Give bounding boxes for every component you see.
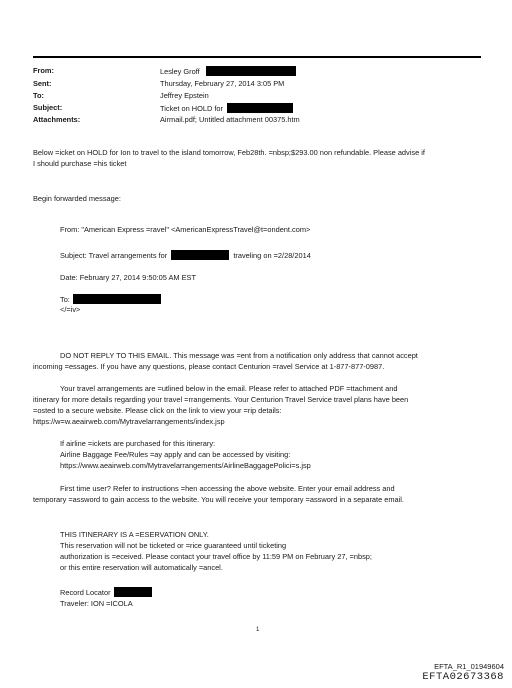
fwd-subject	[60, 250, 311, 261]
fwd-to-label: To:	[60, 295, 70, 304]
traveler: Traveler: ION =ICOLA	[60, 599, 133, 608]
p3-link[interactable]: https://www.aeairweb.com/Mytravelarrangements/AirlineBaggagePolici=s.jsp	[60, 461, 311, 470]
p2-link[interactable]: https://w=w.aeairweb.com/Mytravelarrangements/index.jsp	[33, 417, 225, 426]
fwd-date: Date: February 27, 2014 9:50:05 AM EST	[60, 273, 196, 282]
record-locator	[60, 587, 152, 598]
redaction-bar	[227, 103, 293, 113]
fwd-from: From: "American Express =ravel" <AmericanExpressTravel@t=ondent.com>	[60, 225, 311, 234]
fwd-div-close: </=iv>	[60, 305, 81, 314]
redaction-bar	[171, 250, 229, 260]
to-value: Jeffrey Epstein	[160, 91, 209, 100]
from-name: Lesley Groff	[160, 67, 200, 76]
efta-ref-2: EFTA02673368	[422, 671, 504, 683]
fwd-to	[60, 294, 161, 305]
p1-line-2: incoming =essages. If you have any questions, please contact Centurion =ravel Service at 1-877-877-0987.	[33, 362, 385, 371]
p5-line-1: THIS ITINERARY IS A =ESERVATION ONLY.	[60, 530, 209, 539]
p4-line-2: temporary =assword to gain access to the website. You will receive your temporary =assword in a separate email.	[33, 495, 404, 504]
p5-line-3: authorization is =eceived. Please contact your travel office by 11:59 PM on February 27, =nbsp;	[60, 552, 372, 561]
subject-value	[160, 103, 293, 114]
p2-line-2: itinerary for more details regarding your travel =rrangements. Your Centurion Travel Service travel plans have been	[33, 395, 409, 404]
redaction-bar	[206, 66, 296, 76]
fwd-subject-suffix: traveling on =2/28/2014	[233, 251, 311, 260]
p1-line-1: DO NOT REPLY TO THIS EMAIL. This message was =ent from a notification only address that cannot accept	[60, 351, 418, 360]
p4-line-1: First time user? Refer to instructions =hen accessing the above website. Enter your email address and	[60, 484, 395, 493]
header-rule	[33, 56, 481, 58]
p5-line-2: This reservation will not be ticketed or =rice guaranteed until ticketing	[60, 541, 287, 550]
intro-line-1: Below =icket on HOLD for Ion to travel to the island tomorrow, Feb28th. =nbsp;$293.00 non refundable. Please advise if	[33, 148, 425, 157]
subject-label: Subject:	[33, 103, 63, 112]
from-value	[160, 66, 296, 77]
redaction-bar	[73, 294, 161, 304]
attachments-label: Attachments:	[33, 115, 81, 124]
intro-line-2: I should purchase =his ticket	[33, 159, 127, 168]
fwd-subject-prefix: Subject: Travel arrangements for	[60, 251, 168, 260]
p5-line-4: or this entire reservation will automatically =ancel.	[60, 563, 223, 572]
p3-line-2: Airline Baggage Fee/Rules =ay apply and can be accessed by visiting:	[60, 450, 291, 459]
efta-ref-1: EFTA_R1_01949604	[434, 662, 504, 671]
redaction-bar	[114, 587, 152, 597]
record-locator-label: Record Locator	[60, 588, 111, 597]
sent-value: Thursday, February 27, 2014 3:05 PM	[160, 79, 285, 88]
begin-forwarded: Begin forwarded message:	[33, 194, 121, 203]
sent-label: Sent:	[33, 79, 52, 88]
from-label: From:	[33, 66, 54, 75]
page-number: 1	[256, 627, 260, 633]
p2-line-3: =osted to a secure website. Please click on the link to view your =rip details:	[33, 406, 282, 415]
p2-line-1: Your travel arrangements are =utlined below in the email. Please refer to attached PDF =ttachment and	[60, 384, 398, 393]
to-label: To:	[33, 91, 44, 100]
p3-line-1: If airline =ickets are purchased for this itinerary:	[60, 439, 216, 448]
subject-text: Ticket on HOLD for	[160, 104, 223, 113]
attachments-value[interactable]: Airmail.pdf; Untitled attachment 00375.htm	[160, 115, 300, 124]
